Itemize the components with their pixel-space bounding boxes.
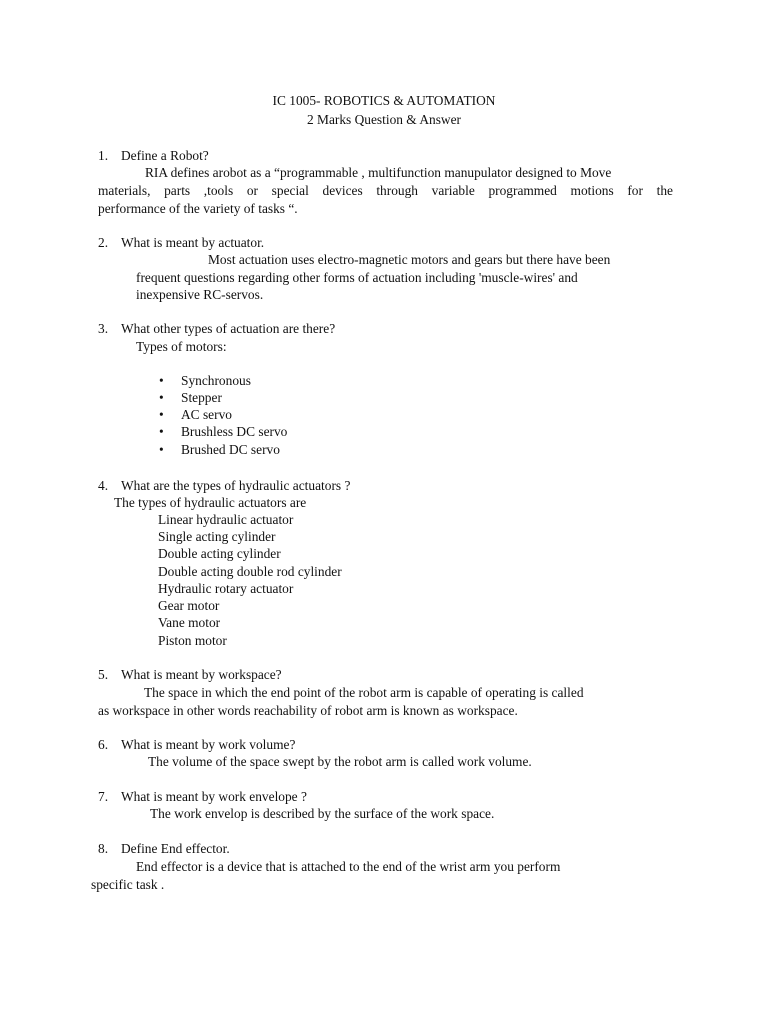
q1-answer-line-1: RIA defines arobot as a “programmable , multifunction manupulator designed to Move	[145, 165, 612, 180]
q2-answer-line-1: Most actuation uses electro-magnetic motors and gears but there have been	[208, 252, 611, 267]
q3-bullet-item: • Brushed DC servo	[181, 441, 280, 458]
q1-question: Define a Robot?	[121, 148, 209, 163]
q7-answer-line-1: The work envelop is described by the surface of the work space.	[150, 806, 495, 821]
q6-question: What is meant by work volume?	[121, 737, 296, 752]
q3-bullet-item: • Brushless DC servo	[181, 423, 287, 440]
q3-bullet-item: • Synchronous	[181, 372, 251, 389]
q3-number: 3.	[98, 321, 109, 336]
q5-number: 5.	[98, 667, 109, 682]
q5-question: What is meant by workspace?	[121, 667, 282, 682]
q4-list-item: Vane motor	[158, 615, 221, 630]
q8-answer-line-1: End effector is a device that is attached to the end of the wrist arm you perform	[136, 859, 561, 874]
q8-question: Define End effector.	[121, 841, 230, 856]
q6-number: 6.	[98, 737, 109, 752]
q4-list-item: Piston motor	[158, 633, 227, 648]
document-title: IC 1005- ROBOTICS & AUTOMATION	[272, 93, 496, 108]
q6-answer-line-1: The volume of the space swept by the robot arm is called work volume.	[148, 754, 532, 769]
q4-list-item: Double acting cylinder	[158, 546, 281, 561]
q3-intro: Types of motors:	[136, 339, 227, 354]
q8-answer-line-2: specific task .	[91, 877, 165, 892]
q4-list-item: Double acting double rod cylinder	[158, 564, 342, 579]
q1-answer-line-2: materials, parts ,tools or special devices through variable programmed motions for the	[98, 183, 673, 198]
q2-number: 2.	[98, 235, 109, 250]
q4-list-item: Single acting cylinder	[158, 529, 276, 544]
q4-number: 4.	[98, 478, 109, 493]
q3-bullet-item: • AC servo	[181, 406, 232, 423]
q7-question: What is meant by work envelope ?	[121, 789, 307, 804]
q7-number: 7.	[98, 789, 109, 804]
q2-answer-line-2: frequent questions regarding other forms of actuation including 'muscle-wires' and	[136, 270, 578, 285]
q3-question: What other types of actuation are there?	[121, 321, 336, 336]
q4-list-item: Hydraulic rotary actuator	[158, 581, 294, 596]
q4-intro: The types of hydraulic actuators are	[114, 495, 307, 510]
q1-number: 1.	[98, 148, 109, 163]
q4-list-item: Gear motor	[158, 598, 220, 613]
q5-answer-line-1: The space in which the end point of the robot arm is capable of operating is called	[144, 685, 584, 700]
q1-answer-line-3: performance of the variety of tasks “.	[98, 201, 298, 216]
q4-list-item: Linear hydraulic actuator	[158, 512, 294, 527]
q5-answer-line-2: as workspace in other words reachability of robot arm is known as workspace.	[98, 703, 518, 718]
q2-question: What is meant by actuator.	[121, 235, 265, 250]
q4-question: What are the types of hydraulic actuators ?	[121, 478, 351, 493]
q2-answer-line-3: inexpensive RC-servos.	[136, 287, 264, 302]
q8-number: 8.	[98, 841, 109, 856]
document-subtitle: 2 Marks Question & Answer	[307, 112, 461, 127]
q3-bullet-item: • Stepper	[181, 389, 222, 406]
